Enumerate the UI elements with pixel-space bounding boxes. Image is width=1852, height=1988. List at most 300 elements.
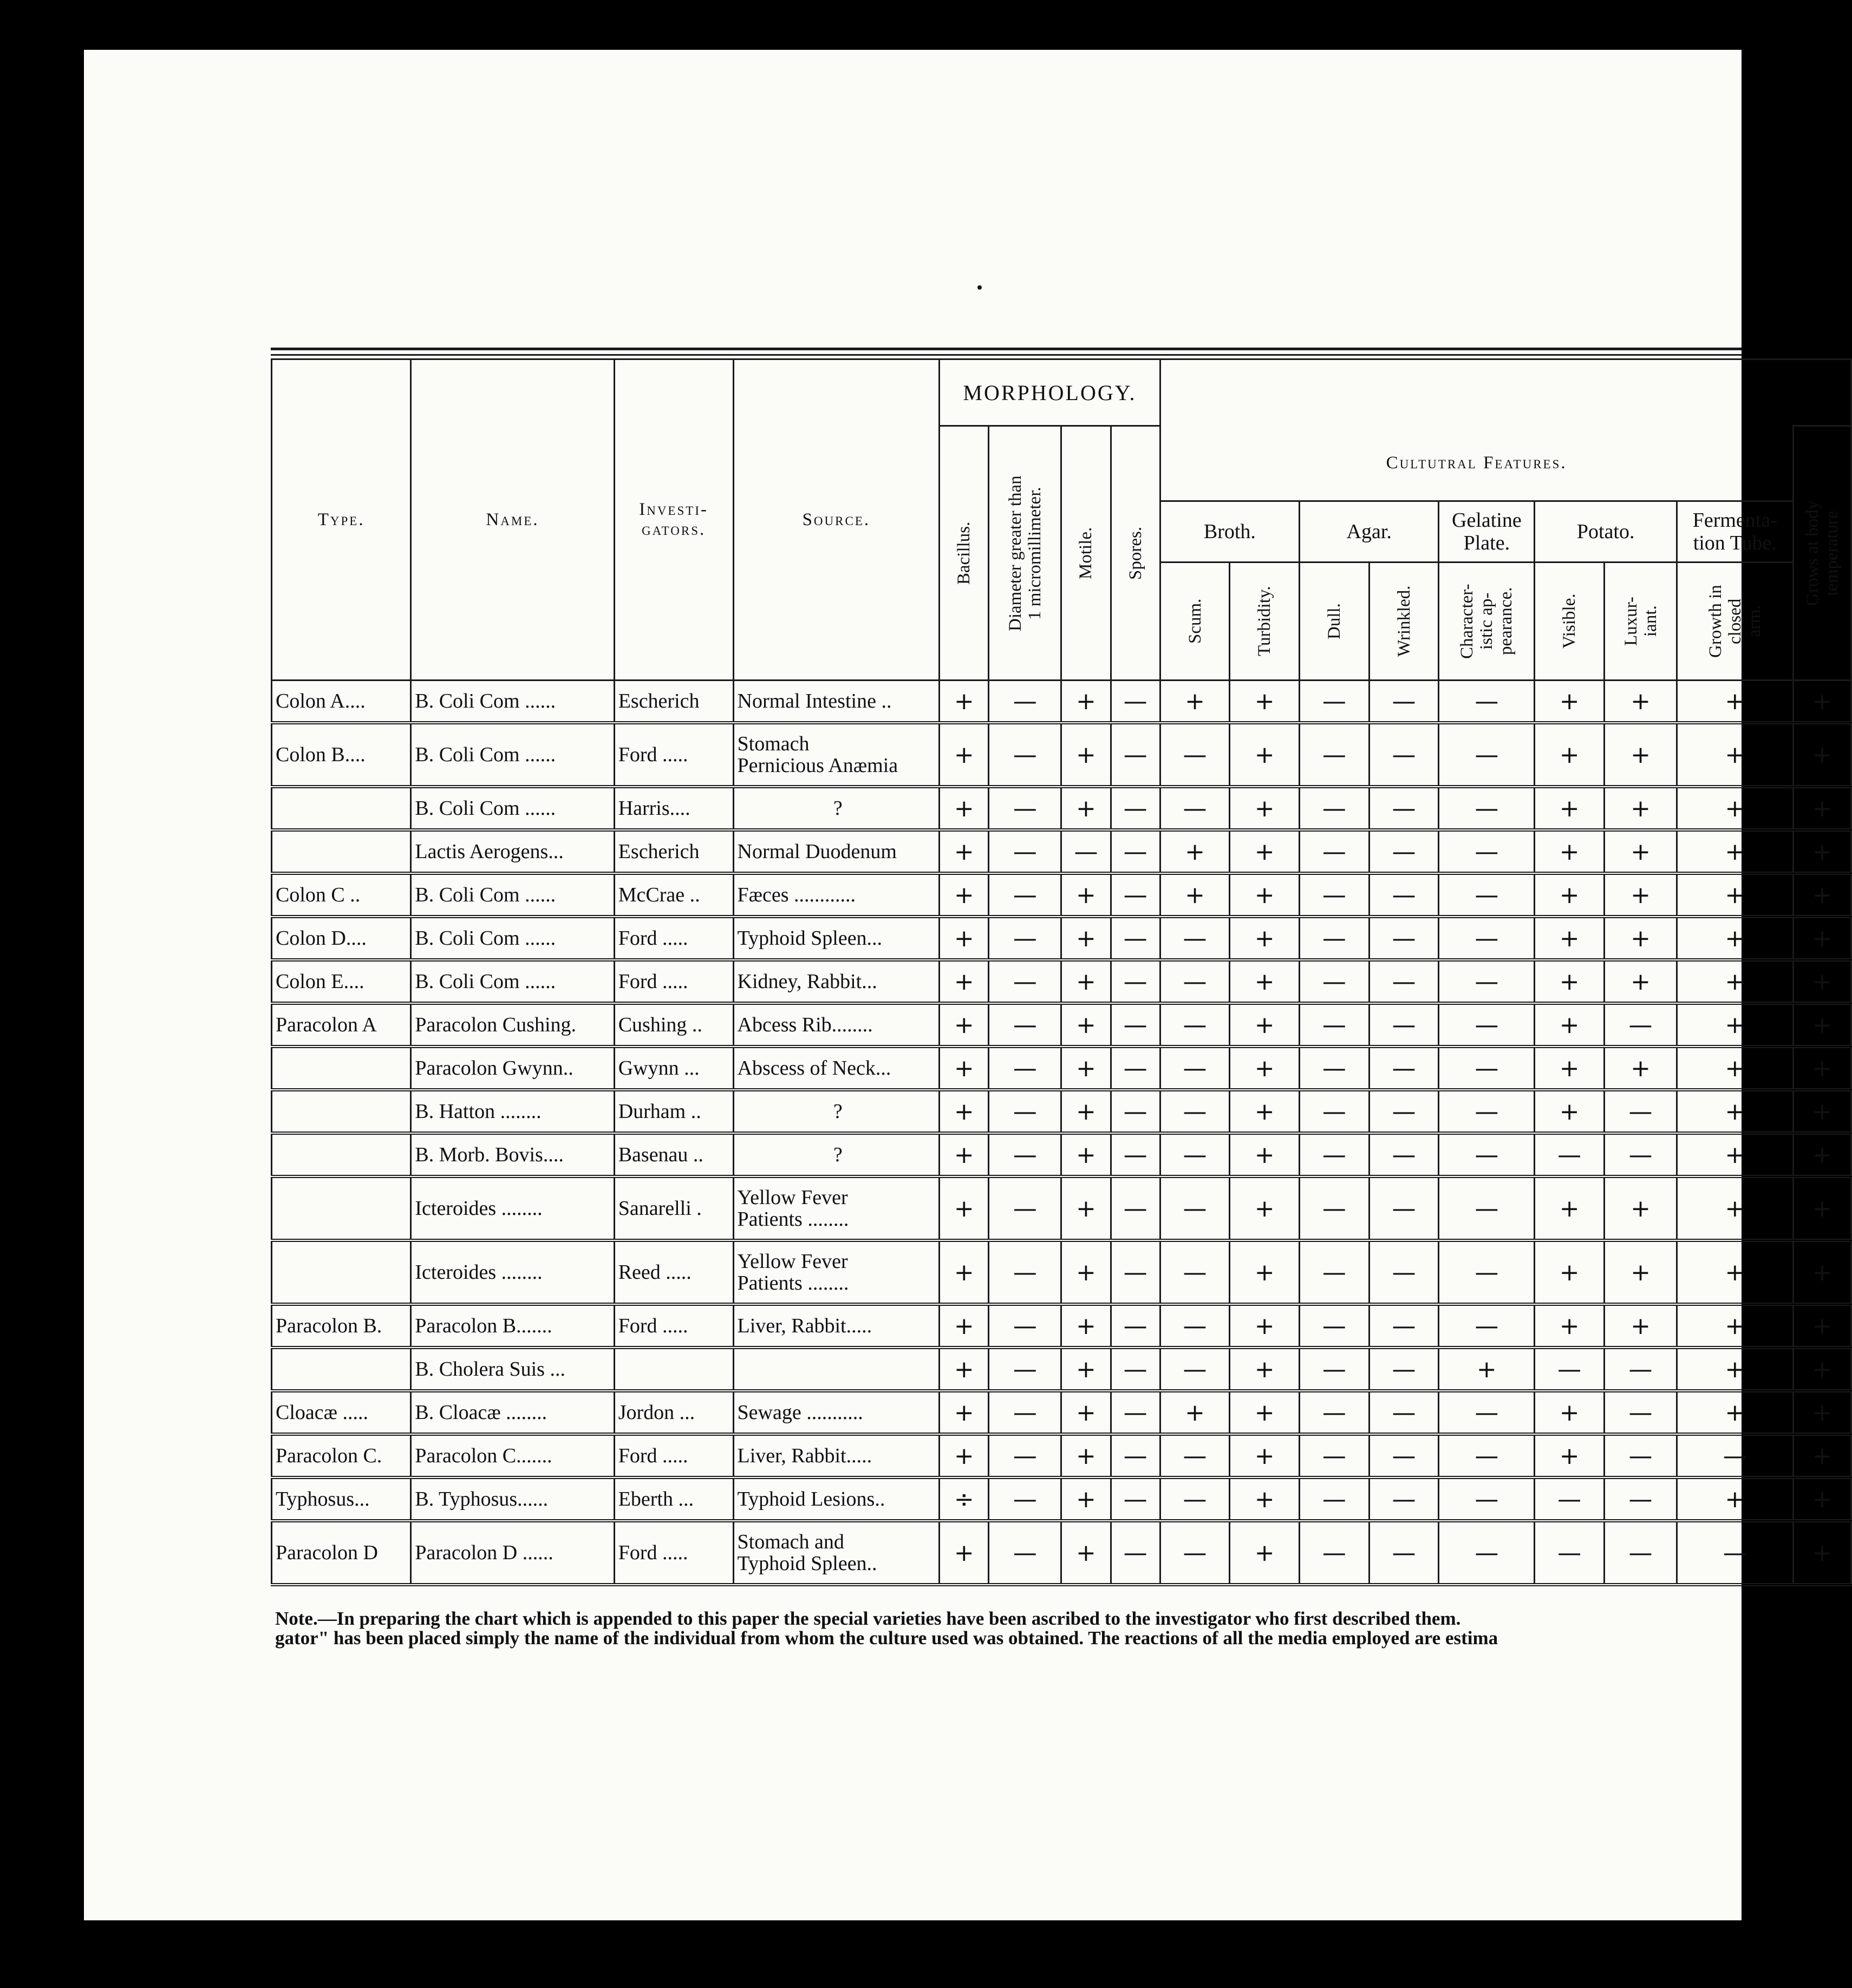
source-cell: ? xyxy=(733,1133,940,1176)
reaction-mark: — xyxy=(1300,723,1370,787)
name-cell: B. Cloacæ ........ xyxy=(411,1391,614,1434)
investigator-cell: Durham .. xyxy=(614,1090,733,1133)
reaction-mark: — xyxy=(1300,787,1370,830)
source-cell: Typhoid Spleen... xyxy=(733,917,940,960)
reaction-mark: — xyxy=(1160,960,1230,1003)
reaction-mark: + xyxy=(1677,1090,1793,1133)
table-row xyxy=(272,1176,1851,1240)
type-cell: Colon A.... xyxy=(272,681,411,723)
reaction-mark: — xyxy=(1677,1434,1793,1477)
name-cell: Lactis Aerogens... xyxy=(411,830,614,873)
investigator-cell xyxy=(614,1348,733,1391)
reaction-mark: + xyxy=(1061,1003,1111,1047)
reaction-mark: — xyxy=(1439,1434,1535,1477)
reaction-mark: + xyxy=(1061,723,1111,787)
reaction-mark: + xyxy=(1535,1047,1605,1090)
reaction-mark: — xyxy=(989,830,1061,873)
reaction-mark: — xyxy=(1439,960,1535,1003)
source-cell: Kidney, Rabbit... xyxy=(733,960,940,1003)
reaction-mark: — xyxy=(1369,1521,1439,1585)
type-cell: Paracolon D xyxy=(272,1521,411,1585)
reaction-mark: + xyxy=(1677,1391,1793,1434)
investigator-cell: Escherich xyxy=(614,830,733,873)
reaction-mark: — xyxy=(989,1090,1061,1133)
reaction-mark: — xyxy=(1160,1133,1230,1176)
reaction-mark: + xyxy=(1061,1477,1111,1521)
reaction-mark: — xyxy=(1369,830,1439,873)
reaction-mark: + xyxy=(1230,1133,1300,1176)
reaction-mark: — xyxy=(1369,1240,1439,1304)
reaction-mark: — xyxy=(1300,960,1370,1003)
reaction-mark: — xyxy=(1300,1304,1370,1348)
bacteria-classification-table xyxy=(271,358,1852,1586)
reaction-mark: + xyxy=(1230,1521,1300,1585)
reaction-mark: — xyxy=(1369,1133,1439,1176)
header-visible: Visible. xyxy=(1535,563,1605,681)
reaction-mark: + xyxy=(940,1090,989,1133)
reaction-mark: — xyxy=(1111,1391,1160,1434)
reaction-mark: + xyxy=(1535,873,1605,917)
reaction-mark: — xyxy=(1439,1304,1535,1348)
investigator-cell: Eberth ... xyxy=(614,1477,733,1521)
reaction-mark: — xyxy=(1535,1521,1605,1585)
reaction-mark: — xyxy=(1439,830,1535,873)
reaction-mark: — xyxy=(989,1003,1061,1047)
reaction-mark: + xyxy=(1535,960,1605,1003)
reaction-mark: — xyxy=(1111,1240,1160,1304)
reaction-mark: — xyxy=(1439,873,1535,917)
reaction-mark: + xyxy=(940,1047,989,1090)
source-cell: Typhoid Lesions.. xyxy=(733,1477,940,1521)
reaction-mark: + xyxy=(1677,830,1793,873)
investigator-cell: Cushing .. xyxy=(614,1003,733,1047)
reaction-mark: + xyxy=(1230,1047,1300,1090)
table-row xyxy=(272,1133,1851,1176)
investigator-cell: Gwynn ... xyxy=(614,1047,733,1090)
source-cell: Abscess of Neck... xyxy=(733,1047,940,1090)
reaction-mark: — xyxy=(1160,917,1230,960)
reaction-mark: — xyxy=(989,1047,1061,1090)
reaction-mark: + xyxy=(1061,1047,1111,1090)
type-cell: Cloacæ ..... xyxy=(272,1391,411,1434)
reaction-mark: + xyxy=(940,787,989,830)
reaction-mark: — xyxy=(989,1348,1061,1391)
reaction-mark: — xyxy=(1111,1348,1160,1391)
name-cell: Paracolon Gwynn.. xyxy=(411,1047,614,1090)
reaction-mark: + xyxy=(940,1133,989,1176)
table-row xyxy=(272,1391,1851,1434)
table-row xyxy=(272,723,1851,787)
reaction-mark: — xyxy=(1300,1133,1370,1176)
reaction-mark: — xyxy=(1111,1477,1160,1521)
header-cultural-features: Cultutral Features. xyxy=(1160,426,1793,501)
investigator-cell: McCrae .. xyxy=(614,873,733,917)
header-gelatine-plate: Gelatine Plate. xyxy=(1439,501,1535,563)
reaction-mark: + xyxy=(1793,1047,1851,1090)
reaction-mark: + xyxy=(1677,917,1793,960)
header-scum: Scum. xyxy=(1160,563,1230,681)
top-rule-thin xyxy=(271,354,1742,356)
reaction-mark: + xyxy=(1061,960,1111,1003)
reaction-mark: + xyxy=(1793,1521,1851,1585)
reaction-mark: — xyxy=(1677,1521,1793,1585)
reaction-mark: + xyxy=(1061,1391,1111,1434)
type-cell xyxy=(272,1240,411,1304)
reaction-mark: + xyxy=(1677,1304,1793,1348)
reaction-mark: — xyxy=(1111,787,1160,830)
reaction-mark: + xyxy=(1230,1391,1300,1434)
source-cell: Sewage ........... xyxy=(733,1391,940,1434)
reaction-mark: + xyxy=(1793,681,1851,723)
reaction-mark: + xyxy=(1535,1240,1605,1304)
reaction-mark: — xyxy=(1605,1391,1677,1434)
header-bacillus: Bacillus. xyxy=(940,426,989,681)
reaction-mark: — xyxy=(1439,723,1535,787)
type-cell: Paracolon A xyxy=(272,1003,411,1047)
reaction-mark: + xyxy=(1230,1434,1300,1477)
header-agar: Agar. xyxy=(1300,501,1439,563)
reaction-mark: + xyxy=(1605,787,1677,830)
reaction-mark: + xyxy=(1230,723,1300,787)
header-grows-body-temp: Grows at body temperature xyxy=(1793,426,1851,681)
investigator-cell: Basenau .. xyxy=(614,1133,733,1176)
reaction-mark: — xyxy=(1160,1304,1230,1348)
investigator-cell: Escherich xyxy=(614,681,733,723)
reaction-mark: + xyxy=(1793,1304,1851,1348)
table-row xyxy=(272,1240,1851,1304)
reaction-mark: + xyxy=(1605,873,1677,917)
reaction-mark: + xyxy=(940,1240,989,1304)
source-cell: ? xyxy=(733,787,940,830)
reaction-mark: — xyxy=(1369,960,1439,1003)
reaction-mark: — xyxy=(989,681,1061,723)
reaction-mark: + xyxy=(1677,787,1793,830)
name-cell: Paracolon D ...... xyxy=(411,1521,614,1585)
reaction-mark: + xyxy=(1605,1304,1677,1348)
reaction-mark: — xyxy=(1605,1348,1677,1391)
reaction-mark: + xyxy=(1230,1477,1300,1521)
reaction-mark: + xyxy=(1677,1003,1793,1047)
name-cell: B. Morb. Bovis.... xyxy=(411,1133,614,1176)
table-row xyxy=(272,1348,1851,1391)
header-characteristic: Character- istic ap- pearance. xyxy=(1439,563,1535,681)
reaction-mark: — xyxy=(1300,1003,1370,1047)
reaction-mark: — xyxy=(1111,830,1160,873)
reaction-mark: + xyxy=(1230,1348,1300,1391)
source-cell: Stomach Pernicious Anæmia xyxy=(733,723,940,787)
header-type: Type. xyxy=(272,359,411,681)
type-cell xyxy=(272,1090,411,1133)
reaction-mark: — xyxy=(1111,1133,1160,1176)
reaction-mark: — xyxy=(1369,1090,1439,1133)
source-cell: Yellow Fever Patients ........ xyxy=(733,1176,940,1240)
reaction-mark: — xyxy=(1439,1477,1535,1521)
reaction-mark: + xyxy=(1160,1391,1230,1434)
type-cell xyxy=(272,1133,411,1176)
name-cell: B. Coli Com ...... xyxy=(411,873,614,917)
reaction-mark: — xyxy=(989,1477,1061,1521)
header-spores: Spores. xyxy=(1111,426,1160,681)
table-row xyxy=(272,1090,1851,1133)
reaction-mark: + xyxy=(1230,681,1300,723)
reaction-mark: — xyxy=(1605,1133,1677,1176)
reaction-mark: — xyxy=(989,1133,1061,1176)
name-cell: Paracolon C....... xyxy=(411,1434,614,1477)
reaction-mark: — xyxy=(989,1391,1061,1434)
reaction-mark: — xyxy=(1111,1090,1160,1133)
reaction-mark: + xyxy=(940,917,989,960)
name-cell: B. Cholera Suis ... xyxy=(411,1348,614,1391)
table-body xyxy=(272,681,1851,1585)
reaction-mark: — xyxy=(989,1434,1061,1477)
source-cell: Liver, Rabbit..... xyxy=(733,1434,940,1477)
source-cell: ? xyxy=(733,1090,940,1133)
investigator-cell: Sanarelli . xyxy=(614,1176,733,1240)
reaction-mark: — xyxy=(1369,873,1439,917)
reaction-mark: + xyxy=(940,1003,989,1047)
investigator-cell: Ford ..... xyxy=(614,1304,733,1348)
reaction-mark: + xyxy=(1677,873,1793,917)
reaction-mark: — xyxy=(1439,1003,1535,1047)
reaction-mark: + xyxy=(1677,723,1793,787)
reaction-mark: + xyxy=(1793,830,1851,873)
reaction-mark: + xyxy=(940,1391,989,1434)
reaction-mark: — xyxy=(1439,1090,1535,1133)
reaction-mark: — xyxy=(1439,1176,1535,1240)
type-cell: Paracolon C. xyxy=(272,1434,411,1477)
reaction-mark: + xyxy=(1535,1391,1605,1434)
reaction-mark: — xyxy=(1111,1003,1160,1047)
reaction-mark: — xyxy=(1160,1240,1230,1304)
source-cell: Stomach and Typhoid Spleen.. xyxy=(733,1521,940,1585)
table-row xyxy=(272,681,1851,723)
table-row xyxy=(272,830,1851,873)
reaction-mark: + xyxy=(940,723,989,787)
reaction-mark: + xyxy=(1439,1348,1535,1391)
reaction-mark: + xyxy=(1160,681,1230,723)
reaction-mark: — xyxy=(1111,1304,1160,1348)
reaction-mark: + xyxy=(940,1434,989,1477)
reaction-mark: — xyxy=(989,1176,1061,1240)
reaction-mark: + xyxy=(1793,1133,1851,1176)
name-cell: Icteroides ........ xyxy=(411,1240,614,1304)
reaction-mark: + xyxy=(1535,1304,1605,1348)
reaction-mark: — xyxy=(1439,1391,1535,1434)
reaction-mark: — xyxy=(1605,1434,1677,1477)
speck xyxy=(977,285,982,290)
investigator-cell: Ford ..... xyxy=(614,917,733,960)
reaction-mark: — xyxy=(1439,1521,1535,1585)
header-fermentation-tube: Fermenta- tion Tube. xyxy=(1677,501,1793,563)
reaction-mark: — xyxy=(1300,1240,1370,1304)
name-cell: B. Coli Com ...... xyxy=(411,723,614,787)
investigator-cell: Ford ..... xyxy=(614,723,733,787)
header-luxuriant: Luxur- iant. xyxy=(1605,563,1677,681)
reaction-mark: + xyxy=(940,1521,989,1585)
reaction-mark: + xyxy=(940,1348,989,1391)
header-broth: Broth. xyxy=(1160,501,1299,563)
reaction-mark: — xyxy=(1160,1090,1230,1133)
name-cell: B. Coli Com ...... xyxy=(411,787,614,830)
reaction-mark: + xyxy=(1061,1304,1111,1348)
reaction-mark: + xyxy=(1793,1391,1851,1434)
reaction-mark: — xyxy=(989,1304,1061,1348)
name-cell: B. Coli Com ...... xyxy=(411,917,614,960)
reaction-mark: — xyxy=(1300,1090,1370,1133)
reaction-mark: — xyxy=(1111,1047,1160,1090)
reaction-mark: — xyxy=(1111,681,1160,723)
reaction-mark: + xyxy=(1061,873,1111,917)
reaction-mark: — xyxy=(1111,873,1160,917)
reaction-mark: — xyxy=(1160,723,1230,787)
reaction-mark: + xyxy=(940,681,989,723)
source-cell: Normal Duodenum xyxy=(733,830,940,873)
source-cell: Normal Intestine .. xyxy=(733,681,940,723)
reaction-mark: + xyxy=(1605,681,1677,723)
type-cell: Colon D.... xyxy=(272,917,411,960)
header-growth-closed-arm: Growth in closed arm. xyxy=(1677,563,1793,681)
reaction-mark: — xyxy=(1300,1477,1370,1521)
reaction-mark: — xyxy=(1111,917,1160,960)
name-cell: Icteroides ........ xyxy=(411,1176,614,1240)
reaction-mark: + xyxy=(1061,1348,1111,1391)
reaction-mark: + xyxy=(1061,681,1111,723)
reaction-mark: + xyxy=(1061,1133,1111,1176)
type-cell xyxy=(272,1047,411,1090)
reaction-mark: + xyxy=(1061,1240,1111,1304)
source-cell: Yellow Fever Patients ........ xyxy=(733,1240,940,1304)
investigator-cell: Ford ..... xyxy=(614,1521,733,1585)
reaction-mark: + xyxy=(1793,1348,1851,1391)
reaction-mark: — xyxy=(1300,917,1370,960)
reaction-mark: + xyxy=(1160,873,1230,917)
reaction-mark: + xyxy=(1793,1477,1851,1521)
reaction-mark: — xyxy=(1160,787,1230,830)
reaction-mark: — xyxy=(1369,1348,1439,1391)
header-dull: Dull. xyxy=(1300,563,1370,681)
reaction-mark: — xyxy=(989,1521,1061,1585)
source-cell: Liver, Rabbit..... xyxy=(733,1304,940,1348)
reaction-mark: + xyxy=(1535,1003,1605,1047)
reaction-mark: — xyxy=(989,873,1061,917)
reaction-mark: + xyxy=(1061,1434,1111,1477)
reaction-mark: + xyxy=(940,830,989,873)
reaction-mark: — xyxy=(1369,1003,1439,1047)
reaction-mark: + xyxy=(1535,1434,1605,1477)
type-cell xyxy=(272,1348,411,1391)
name-cell: B. Coli Com ...... xyxy=(411,681,614,723)
name-cell: B. Hatton ........ xyxy=(411,1090,614,1133)
reaction-mark: — xyxy=(1369,723,1439,787)
reaction-mark: — xyxy=(1111,1434,1160,1477)
reaction-mark: — xyxy=(1160,1521,1230,1585)
reaction-mark: + xyxy=(1605,917,1677,960)
reaction-mark: + xyxy=(1793,960,1851,1003)
source-cell xyxy=(733,1348,940,1391)
reaction-mark: — xyxy=(1605,1003,1677,1047)
reaction-mark: + xyxy=(1061,1176,1111,1240)
reaction-mark: — xyxy=(1439,787,1535,830)
table-row xyxy=(272,1047,1851,1090)
type-cell: Colon E.... xyxy=(272,960,411,1003)
reaction-mark: + xyxy=(1230,1090,1300,1133)
name-cell: Paracolon B....... xyxy=(411,1304,614,1348)
reaction-mark: — xyxy=(1111,960,1160,1003)
reaction-mark: + xyxy=(1230,960,1300,1003)
type-cell: Colon B.... xyxy=(272,723,411,787)
type-cell xyxy=(272,787,411,830)
reaction-mark: + xyxy=(1605,723,1677,787)
type-cell: Typhosus... xyxy=(272,1477,411,1521)
type-cell: Colon C .. xyxy=(272,873,411,917)
footnote xyxy=(275,1609,1748,1648)
reaction-mark: — xyxy=(989,917,1061,960)
reaction-mark: + xyxy=(1230,1176,1300,1240)
reaction-mark: — xyxy=(1605,1521,1677,1585)
top-rule xyxy=(271,348,1742,350)
reaction-mark: — xyxy=(1300,1391,1370,1434)
reaction-mark: + xyxy=(1605,1240,1677,1304)
reaction-mark: — xyxy=(1369,1391,1439,1434)
table-row xyxy=(272,1304,1851,1348)
footnote-line-2: gator" has been placed simply the name of the individual from whom the culture used was obtained. The reactions of all the media employed are estima xyxy=(275,1627,1498,1649)
reaction-mark: + xyxy=(1677,1133,1793,1176)
reaction-mark: — xyxy=(1300,1047,1370,1090)
reaction-mark: — xyxy=(989,723,1061,787)
reaction-mark: — xyxy=(1111,1176,1160,1240)
reaction-mark: — xyxy=(1605,1477,1677,1521)
reaction-mark: + xyxy=(1535,1176,1605,1240)
reaction-mark: + xyxy=(1535,723,1605,787)
table-row xyxy=(272,960,1851,1003)
reaction-mark: + xyxy=(1677,1477,1793,1521)
reaction-mark: + xyxy=(940,1176,989,1240)
reaction-mark: + xyxy=(1793,1176,1851,1240)
reaction-mark: + xyxy=(1230,830,1300,873)
reaction-mark: — xyxy=(1369,917,1439,960)
reaction-mark: — xyxy=(1300,873,1370,917)
reaction-mark: + xyxy=(1230,787,1300,830)
reaction-mark: — xyxy=(1300,1434,1370,1477)
reaction-mark: — xyxy=(1111,1521,1160,1585)
reaction-mark: — xyxy=(1160,1477,1230,1521)
investigator-cell: Ford ..... xyxy=(614,960,733,1003)
type-cell xyxy=(272,1176,411,1240)
header-investigators: Investi- gators. xyxy=(614,359,733,681)
table-row xyxy=(272,1521,1851,1585)
reaction-mark: + xyxy=(1677,1348,1793,1391)
reaction-mark: + xyxy=(1793,1240,1851,1304)
reaction-mark: — xyxy=(989,1240,1061,1304)
reaction-mark: — xyxy=(1160,1348,1230,1391)
reaction-mark: — xyxy=(1160,1047,1230,1090)
reaction-mark: — xyxy=(1369,1176,1439,1240)
table-row xyxy=(272,873,1851,917)
reaction-mark: + xyxy=(1793,1003,1851,1047)
reaction-mark: + xyxy=(1535,917,1605,960)
reaction-mark: + xyxy=(1230,1240,1300,1304)
reaction-mark: + xyxy=(1677,681,1793,723)
reaction-mark: + xyxy=(1061,1090,1111,1133)
reaction-mark: + xyxy=(1793,1090,1851,1133)
table-row xyxy=(272,1003,1851,1047)
header-wrinkled: Wrinkled. xyxy=(1369,563,1439,681)
reaction-mark: + xyxy=(940,960,989,1003)
header-blank xyxy=(1160,359,1851,426)
reaction-mark: + xyxy=(1230,917,1300,960)
reaction-mark: — xyxy=(1605,1090,1677,1133)
reaction-mark: + xyxy=(1605,830,1677,873)
